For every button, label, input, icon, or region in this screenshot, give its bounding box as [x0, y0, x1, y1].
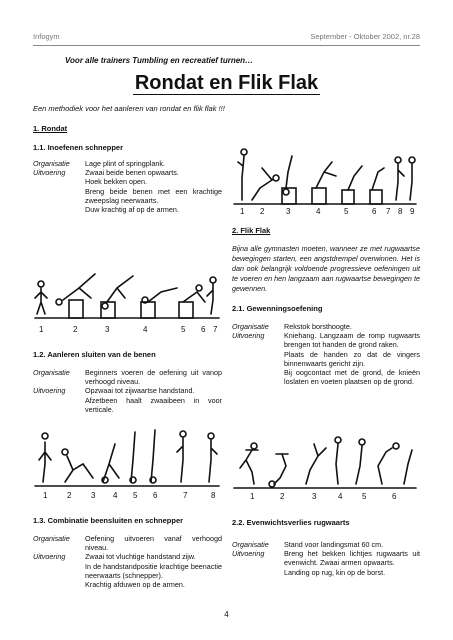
uit-line: Duw krachtig af op de armen.: [85, 205, 179, 215]
figure-beensluiten-drawing: [33, 420, 223, 502]
figure-beensluiten: [33, 420, 223, 502]
uit-line: Breng beide benen met een krachtige zweepslag neerwaarts.: [85, 186, 222, 205]
org-label: Organisatie: [33, 534, 70, 543]
figure-label: 2: [67, 491, 72, 500]
uit-line: Breng het bekken lichtjes rugwaarts uit evenwicht. Zwaai armen opwaarts.: [284, 549, 420, 568]
page-number: 4: [224, 610, 229, 619]
uit-label: Uitvoering: [232, 549, 265, 559]
figure-label: 8: [398, 207, 403, 216]
figure-gewenning: [232, 420, 420, 502]
running-header: [33, 32, 420, 46]
figure-label: 8: [211, 491, 216, 500]
figure-label: 9: [410, 207, 415, 216]
org-label: Organisatie: [33, 159, 70, 168]
section-1-3-heading: 1.3. Combinatie beensluiten en schnepper: [33, 516, 184, 525]
org-value: Lage plint of springplank.: [85, 159, 165, 168]
figure-label: 1: [39, 325, 44, 334]
figure-label: 2: [280, 492, 285, 501]
page-title: [0, 72, 453, 95]
header-divider: [33, 45, 420, 46]
section-2-2-spec: [232, 540, 420, 577]
figure-label: 6: [392, 492, 397, 501]
issue-date: September - Oktober 2002, nr.28: [310, 32, 420, 41]
uit-value: [284, 549, 420, 577]
figure-label: 1: [43, 491, 48, 500]
figure-label: 6: [153, 491, 158, 500]
figure-label: 3: [286, 207, 291, 216]
uit-line: Kniehang. Langzaam de romp rugwaarts brengen tot handen de grond raken.: [284, 331, 420, 350]
uit-line: Zwaai beide benen opwaarts.: [85, 168, 179, 178]
figure-label: 6: [372, 207, 377, 216]
figure-schnepper-drawing: [33, 258, 223, 338]
figure-label: 4: [338, 492, 343, 501]
figure-rondat-sequence-drawing: [232, 142, 420, 218]
figure-label: 5: [344, 207, 349, 216]
flikflak-intro: Bijna alle gymnasten moeten, wanneer ze met rugwaartse bewegingen starten, een angstdrempel overwinnen. Het is dan ook belangrijk voldoende progressieve oefeningen uit te voeren en hen langzaam aan rugwaartse bewegingen te gewennen.: [232, 244, 420, 293]
uit-label: Uitvoering: [33, 552, 66, 562]
uit-line: Zwaai tot vluchtige handstand zijw.: [85, 552, 196, 562]
section-2-1-spec: [232, 322, 420, 386]
uit-label: Uitvoering: [232, 331, 265, 341]
section-2-2-heading: 2.2. Evenwichtsverlies rugwaarts: [232, 518, 350, 527]
uit-line: Krachtig afduwen op de armen.: [85, 580, 185, 590]
figure-label: 2: [73, 325, 78, 334]
uit-value: [85, 552, 222, 589]
uit-line: Hoek bekken open.: [85, 177, 147, 187]
uit-label: Uitvoering: [33, 386, 66, 396]
intro-text: Een methodiek voor het aanleren van rondat en flik flak !!!: [33, 104, 225, 113]
figure-label: 6: [201, 325, 206, 334]
uit-value: [284, 331, 420, 386]
org-value: Oefening uitvoeren vanaf verhoogd niveau.: [85, 534, 222, 553]
uit-value: [85, 386, 222, 414]
uit-line: Plaats de handen zo dat de vingers binnenwaarts gericht zijn.: [284, 349, 420, 368]
figure-label: 4: [316, 207, 321, 216]
figure-label: 5: [133, 491, 138, 500]
flikflak-heading: 2. Flik Flak: [232, 226, 271, 235]
figure-label: 1: [240, 207, 245, 216]
figure-label: 2: [260, 207, 265, 216]
rondat-heading: 1. Rondat: [33, 124, 68, 133]
figure-gewenning-drawing: [232, 420, 420, 502]
section-1-1-spec: [33, 159, 222, 214]
figure-schnepper: [33, 258, 223, 338]
org-label: Organisatie: [232, 540, 269, 549]
page-title-text: Rondat en Flik Flak: [134, 72, 319, 94]
section-1-1-heading: 1.1. Inoefenen schnepper: [33, 143, 124, 152]
uit-line: In de handstandpositie krachtige beenactie neerwaarts (schnepper).: [85, 561, 222, 580]
uit-line: Afzetbeen haalt zwaaibeen in voor verticale.: [85, 395, 222, 414]
kicker: Voor alle trainers Tumbling en recreatief turnen…: [65, 56, 254, 65]
figure-label: 5: [181, 325, 186, 334]
figure-label: 7: [386, 207, 391, 216]
org-value: Stand voor landingsmat 60 cm.: [284, 540, 384, 549]
section-1-2-heading: 1.2. Aanleren sluiten van de benen: [33, 350, 156, 359]
uit-line: Landing op rug, kin op de borst.: [284, 567, 386, 577]
section-1-3-spec: [33, 534, 222, 589]
org-label: Organisatie: [232, 322, 269, 331]
figure-label: 7: [213, 325, 218, 334]
figure-label: 3: [91, 491, 96, 500]
org-label: Organisatie: [33, 368, 70, 377]
org-value: Beginners voeren de oefening uit vanop verhoogd niveau.: [85, 368, 222, 387]
figure-label: 3: [105, 325, 110, 334]
uit-line: Bij oogcontact met de grond, de knieën loslaten en voeten plaatsen op de grond.: [284, 368, 420, 387]
figure-label: 1: [250, 492, 255, 501]
figure-label: 3: [312, 492, 317, 501]
uit-value: [85, 168, 222, 214]
org-value: Rekstok borsthoogte.: [284, 322, 352, 331]
uit-line: Opzwaai tot zijwaartse handstand.: [85, 386, 195, 396]
figure-label: 4: [143, 325, 148, 334]
figure-label: 5: [362, 492, 367, 501]
figure-label: 4: [113, 491, 118, 500]
magazine-name: Infogym: [33, 32, 60, 41]
figure-label: 7: [183, 491, 188, 500]
section-2-1-heading: 2.1. Gewenningsoefening: [232, 304, 323, 313]
figure-rondat-sequence: [232, 142, 420, 218]
section-1-2-spec: [33, 368, 222, 414]
uit-label: Uitvoering: [33, 168, 66, 178]
